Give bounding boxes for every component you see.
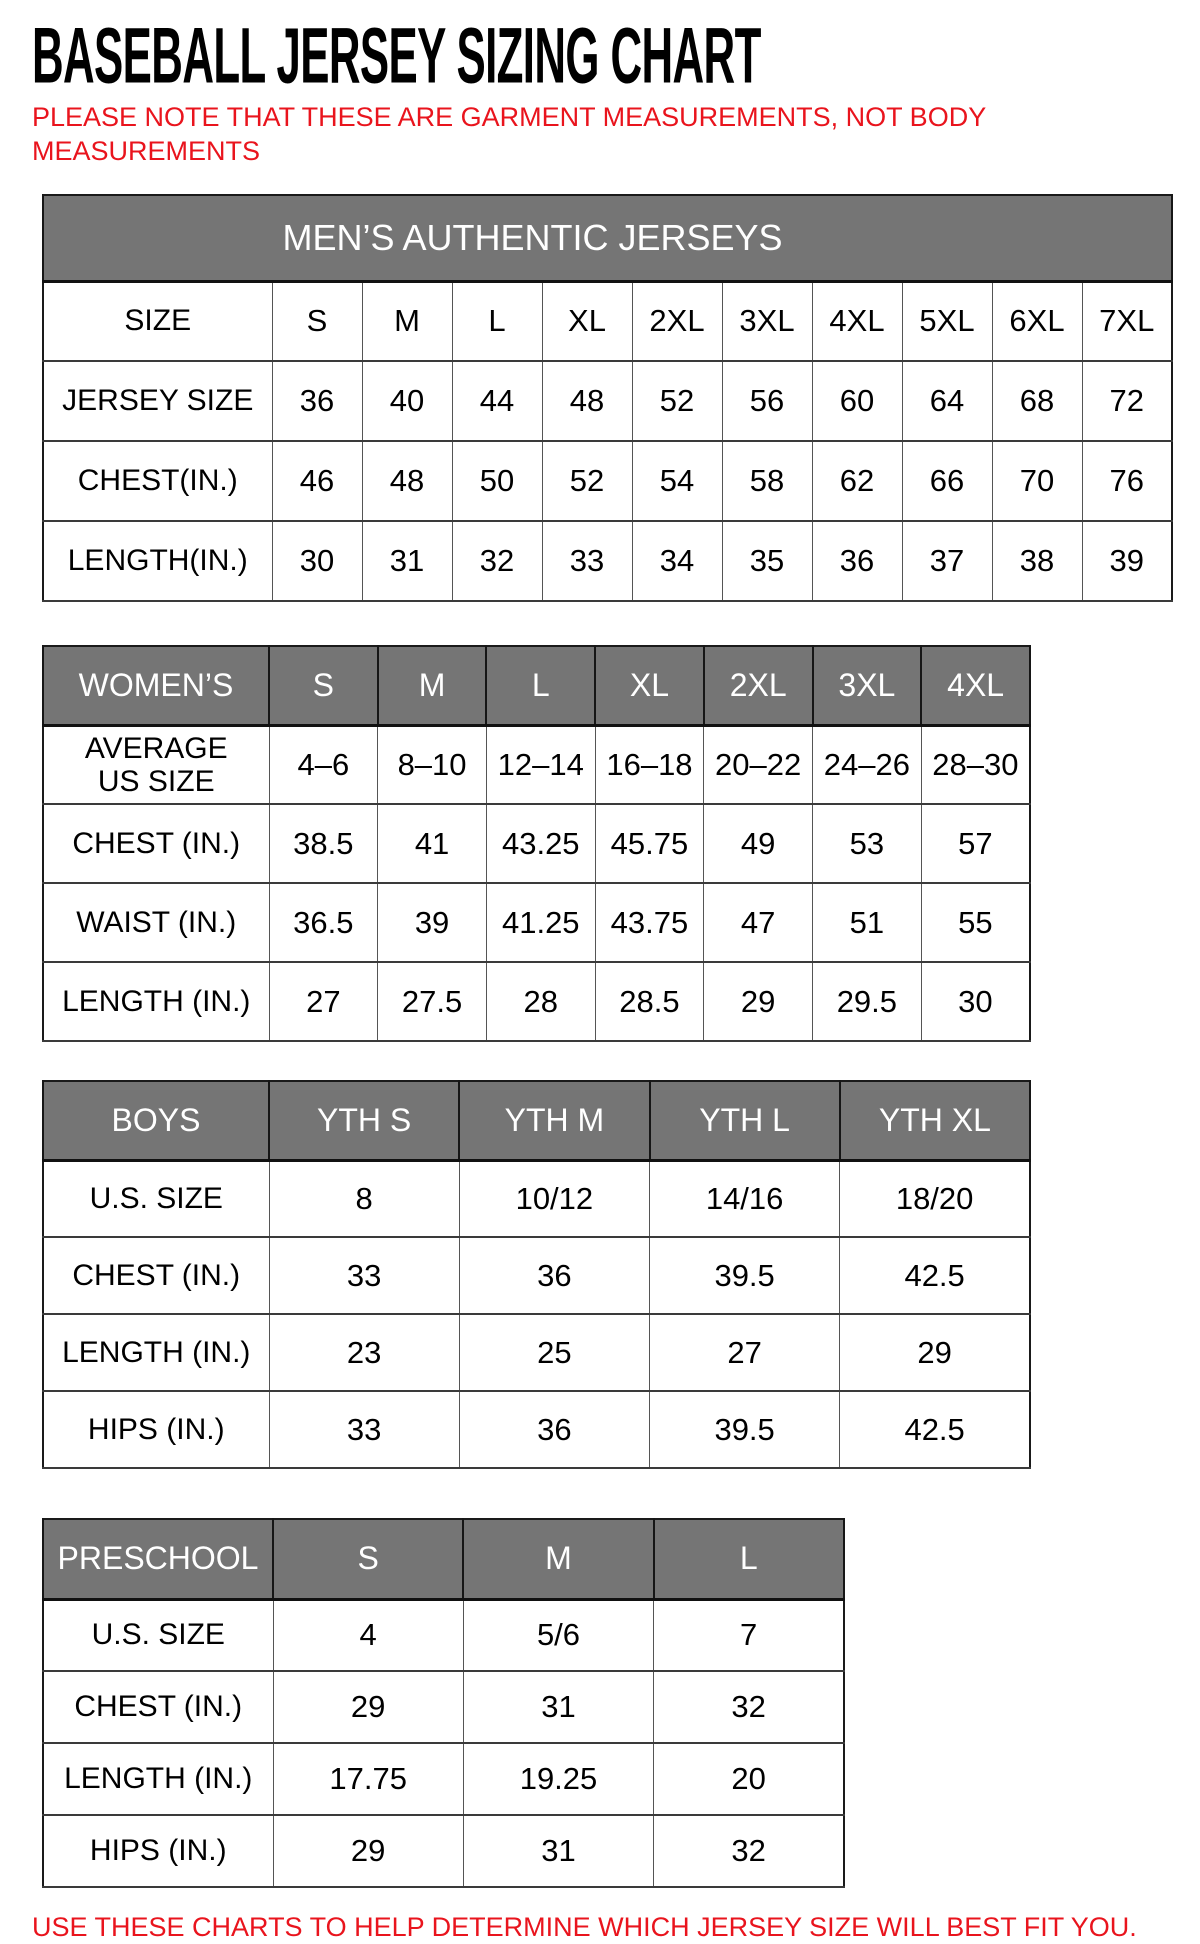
mens-table-row: [43, 521, 1172, 601]
mens-value-cell: 50: [452, 441, 542, 521]
boys-size-column-header: YTH L: [650, 1081, 840, 1160]
mens-row-label: SIZE: [43, 281, 272, 361]
mens-table-row: [43, 281, 1172, 361]
preschool-row-label: CHEST (IN.): [43, 1671, 273, 1743]
womens-size-column-header: L: [486, 646, 595, 725]
womens-value-cell: 29.5: [813, 962, 922, 1041]
preschool-row-label: HIPS (IN.): [43, 1815, 273, 1887]
womens-value-cell: 36.5: [269, 883, 378, 962]
womens-value-cell: 27: [269, 962, 378, 1041]
boys-row-label: CHEST (IN.): [43, 1237, 269, 1314]
boys-value-cell: 39.5: [650, 1237, 840, 1314]
boys-sizing-table: [42, 1080, 1031, 1469]
womens-value-cell: 4–6: [269, 725, 378, 804]
boys-value-cell: 23: [269, 1314, 459, 1391]
preschool-size-column-header: M: [463, 1519, 653, 1599]
womens-value-cell: 57: [921, 804, 1030, 883]
preschool-row-label: LENGTH (IN.): [43, 1743, 273, 1815]
mens-value-cell: 5XL: [902, 281, 992, 361]
womens-value-cell: 43.25: [486, 804, 595, 883]
mens-value-cell: 58: [722, 441, 812, 521]
womens-value-cell: 51: [813, 883, 922, 962]
mens-value-cell: 56: [722, 361, 812, 441]
mens-value-cell: 35: [722, 521, 812, 601]
garment-measurements-note: [32, 100, 1200, 168]
mens-value-cell: 31: [362, 521, 452, 601]
mens-value-cell: 37: [902, 521, 992, 601]
boys-row-label: LENGTH (IN.): [43, 1314, 269, 1391]
mens-header-row: [43, 195, 1172, 281]
womens-value-cell: 12–14: [486, 725, 595, 804]
preschool-header-label: PRESCHOOL: [43, 1519, 273, 1599]
womens-value-cell: 20–22: [704, 725, 813, 804]
preschool-sizing-table: [42, 1518, 845, 1888]
womens-size-column-header: 4XL: [921, 646, 1030, 725]
preschool-value-cell: 29: [273, 1815, 463, 1887]
mens-table-row: [43, 441, 1172, 521]
womens-row-label-line: US SIZE: [97, 764, 215, 798]
womens-value-cell: 45.75: [595, 804, 704, 883]
mens-value-cell: 36: [272, 361, 362, 441]
womens-size-column-header: M: [378, 646, 487, 725]
boys-value-cell: 10/12: [459, 1160, 649, 1237]
mens-value-cell: 33: [542, 521, 632, 601]
womens-row-label: WAIST (IN.): [43, 883, 269, 962]
womens-header-label: WOMEN’S: [43, 646, 269, 725]
preschool-value-cell: 31: [463, 1815, 653, 1887]
mens-value-cell: 30: [272, 521, 362, 601]
mens-value-cell: 36: [812, 521, 902, 601]
womens-value-cell: 41.25: [486, 883, 595, 962]
boys-table-row: [43, 1237, 1030, 1314]
mens-value-cell: 40: [362, 361, 452, 441]
mens-value-cell: M: [362, 281, 452, 361]
preschool-value-cell: 7: [654, 1599, 844, 1671]
preschool-table-row: [43, 1671, 844, 1743]
boys-size-column-header: YTH S: [269, 1081, 459, 1160]
preschool-table-row: [43, 1599, 844, 1671]
womens-value-cell: 16–18: [595, 725, 704, 804]
boys-value-cell: 33: [269, 1391, 459, 1468]
boys-table-row: [43, 1391, 1030, 1468]
womens-value-cell: 24–26: [813, 725, 922, 804]
womens-value-cell: 38.5: [269, 804, 378, 883]
womens-value-cell: 28–30: [921, 725, 1030, 804]
preschool-value-cell: 29: [273, 1671, 463, 1743]
mens-row-label: LENGTH(IN.): [43, 521, 272, 601]
note-line-2: MEASUREMENTS: [32, 136, 261, 166]
boys-value-cell: 14/16: [650, 1160, 840, 1237]
boys-value-cell: 36: [459, 1391, 649, 1468]
mens-value-cell: 62: [812, 441, 902, 521]
boys-size-column-header: YTH XL: [840, 1081, 1030, 1160]
womens-table-row: [43, 883, 1030, 962]
footer-note: USE THESE CHARTS TO HELP DETERMINE WHICH JERSEY SIZE WILL BEST FIT YOU.: [32, 1912, 1137, 1942]
womens-value-cell: 28.5: [595, 962, 704, 1041]
mens-value-cell: 76: [1082, 441, 1172, 521]
boys-size-column-header: YTH M: [459, 1081, 649, 1160]
mens-value-cell: 52: [632, 361, 722, 441]
womens-header-row: [43, 646, 1030, 725]
mens-value-cell: 44: [452, 361, 542, 441]
womens-table-row: [43, 725, 1030, 804]
mens-value-cell: L: [452, 281, 542, 361]
preschool-header-row: [43, 1519, 844, 1599]
womens-size-column-header: 3XL: [813, 646, 922, 725]
boys-value-cell: 27: [650, 1314, 840, 1391]
preschool-value-cell: 4: [273, 1599, 463, 1671]
womens-value-cell: 28: [486, 962, 595, 1041]
mens-row-label: CHEST(IN.): [43, 441, 272, 521]
boys-table-row: [43, 1160, 1030, 1237]
mens-row-label: JERSEY SIZE: [43, 361, 272, 441]
mens-value-cell: 70: [992, 441, 1082, 521]
preschool-value-cell: 5/6: [463, 1599, 653, 1671]
mens-value-cell: 64: [902, 361, 992, 441]
mens-value-cell: 68: [992, 361, 1082, 441]
womens-sizing-table: [42, 645, 1031, 1042]
womens-size-column-header: 2XL: [704, 646, 813, 725]
preschool-value-cell: 32: [654, 1671, 844, 1743]
mens-value-cell: 72: [1082, 361, 1172, 441]
preschool-value-cell: 19.25: [463, 1743, 653, 1815]
mens-authentic-jerseys-table: [42, 194, 1173, 602]
womens-value-cell: 49: [704, 804, 813, 883]
mens-value-cell: 32: [452, 521, 542, 601]
mens-value-cell: XL: [542, 281, 632, 361]
mens-value-cell: 3XL: [722, 281, 812, 361]
womens-value-cell: 55: [921, 883, 1030, 962]
boys-header-label: BOYS: [43, 1081, 269, 1160]
mens-value-cell: 39: [1082, 521, 1172, 601]
womens-value-cell: 39: [378, 883, 487, 962]
mens-value-cell: 2XL: [632, 281, 722, 361]
boys-value-cell: 39.5: [650, 1391, 840, 1468]
boys-value-cell: 36: [459, 1237, 649, 1314]
page-title: BASEBALL JERSEY SIZING CHART: [32, 12, 761, 100]
boys-row-label: U.S. SIZE: [43, 1160, 269, 1237]
womens-value-cell: 41: [378, 804, 487, 883]
note-line-1: PLEASE NOTE THAT THESE ARE GARMENT MEASUREMENTS, NOT BODY: [32, 102, 987, 132]
mens-value-cell: 7XL: [1082, 281, 1172, 361]
boys-value-cell: 33: [269, 1237, 459, 1314]
boys-value-cell: 8: [269, 1160, 459, 1237]
boys-value-cell: 42.5: [840, 1237, 1030, 1314]
preschool-row-label: U.S. SIZE: [43, 1599, 273, 1671]
womens-row-label: [43, 725, 269, 804]
mens-banner: MEN’S AUTHENTIC JERSEYS: [43, 195, 1172, 281]
preschool-value-cell: 31: [463, 1671, 653, 1743]
womens-row-label: CHEST (IN.): [43, 804, 269, 883]
boys-row-label: HIPS (IN.): [43, 1391, 269, 1468]
womens-value-cell: 29: [704, 962, 813, 1041]
womens-value-cell: 30: [921, 962, 1030, 1041]
womens-table-row: [43, 962, 1030, 1041]
boys-table-row: [43, 1314, 1030, 1391]
mens-value-cell: 6XL: [992, 281, 1082, 361]
mens-table-row: [43, 361, 1172, 441]
mens-value-cell: 34: [632, 521, 722, 601]
preschool-value-cell: 32: [654, 1815, 844, 1887]
mens-value-cell: 52: [542, 441, 632, 521]
mens-value-cell: 54: [632, 441, 722, 521]
preschool-value-cell: 17.75: [273, 1743, 463, 1815]
boys-value-cell: 18/20: [840, 1160, 1030, 1237]
preschool-table-row: [43, 1743, 844, 1815]
boys-value-cell: 29: [840, 1314, 1030, 1391]
preschool-value-cell: 20: [654, 1743, 844, 1815]
mens-value-cell: S: [272, 281, 362, 361]
mens-value-cell: 60: [812, 361, 902, 441]
womens-row-label-line: AVERAGE: [84, 731, 228, 765]
boys-value-cell: 25: [459, 1314, 649, 1391]
womens-size-column-header: S: [269, 646, 378, 725]
boys-header-row: [43, 1081, 1030, 1160]
womens-size-column-header: XL: [595, 646, 704, 725]
womens-value-cell: 47: [704, 883, 813, 962]
womens-value-cell: 43.75: [595, 883, 704, 962]
womens-row-label: LENGTH (IN.): [43, 962, 269, 1041]
preschool-table-row: [43, 1815, 844, 1887]
preschool-size-column-header: S: [273, 1519, 463, 1599]
womens-value-cell: 8–10: [378, 725, 487, 804]
womens-value-cell: 27.5: [378, 962, 487, 1041]
mens-value-cell: 38: [992, 521, 1082, 601]
mens-value-cell: 4XL: [812, 281, 902, 361]
preschool-size-column-header: L: [654, 1519, 844, 1599]
boys-value-cell: 42.5: [840, 1391, 1030, 1468]
mens-value-cell: 46: [272, 441, 362, 521]
mens-value-cell: 66: [902, 441, 992, 521]
womens-value-cell: 53: [813, 804, 922, 883]
womens-table-row: [43, 804, 1030, 883]
mens-value-cell: 48: [362, 441, 452, 521]
mens-value-cell: 48: [542, 361, 632, 441]
